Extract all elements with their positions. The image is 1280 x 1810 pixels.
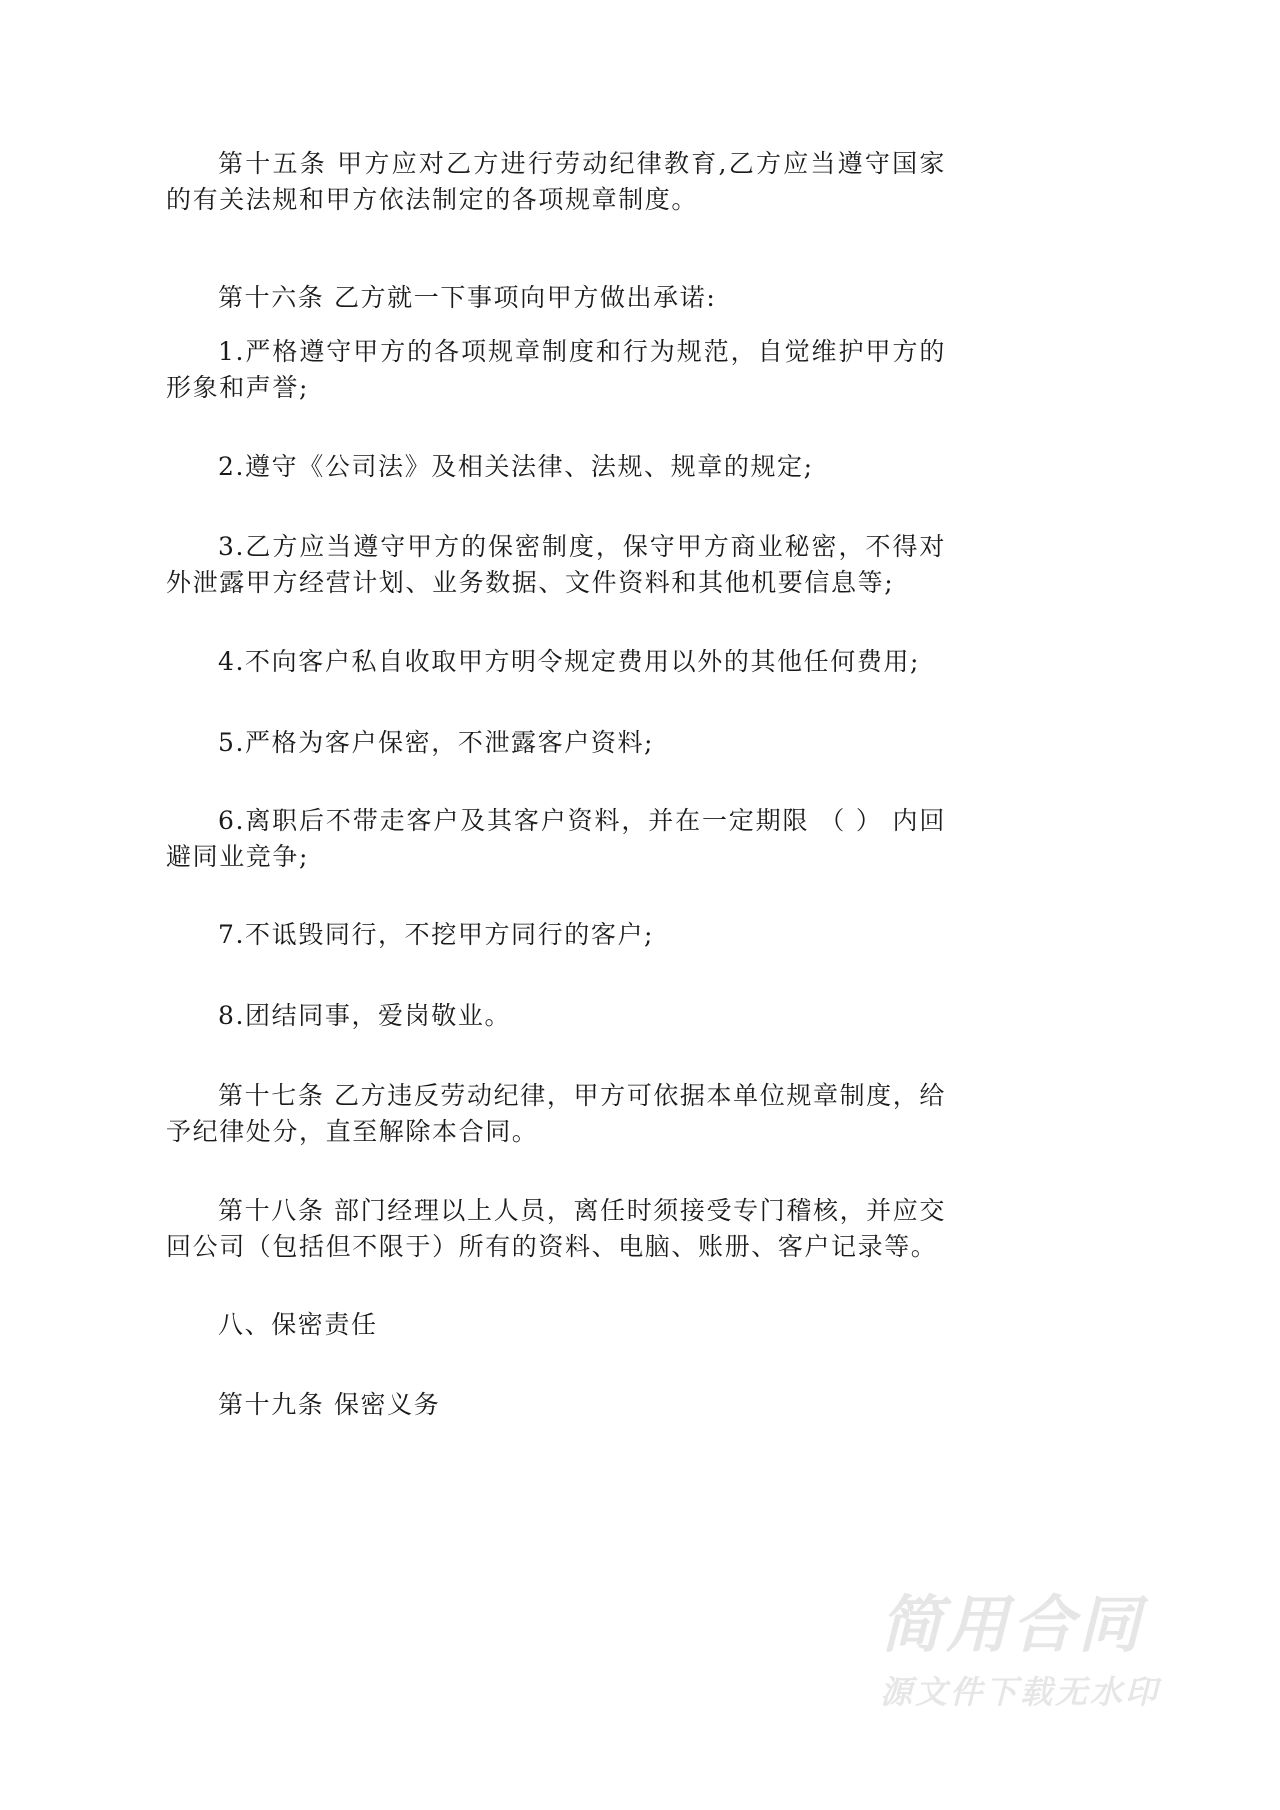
commitment-item-7: 7.不诋毁同行，不挖甲方同行的客户; <box>218 920 655 949</box>
article-17: 第十七条 乙方违反劳动纪律，甲方可依据本单位规章制度，给予纪律处分，直至解除本合同。 <box>166 1081 946 1146</box>
section-heading-confidentiality: 八、保密责任 <box>218 1310 378 1339</box>
article-19: 第十九条 保密义务 <box>218 1390 441 1419</box>
watermark-title: 简用合同 <box>880 1588 1145 1661</box>
article-15: 第十五条 甲方应对乙方进行劳动纪律教育,乙方应当遵守国家的有关法规和甲方依法制定的各项规章制度。 <box>166 149 946 214</box>
commitment-item-4: 4.不向客户私自收取甲方明令规定费用以外的其他任何费用; <box>218 647 921 676</box>
commitment-item-6: 6.离职后不带走客户及其客户资料，并在一定期限 （ ） 内回避同业竞争; <box>166 806 946 871</box>
commitment-item-3: 3.乙方应当遵守甲方的保密制度，保守甲方商业秘密，不得对外泄露甲方经营计划、业务数据、文件资料和其他机要信息等; <box>166 532 946 597</box>
commitment-item-2: 2.遵守《公司法》及相关法律、法规、规章的规定; <box>218 452 814 481</box>
commitment-item-5: 5.严格为客户保密，不泄露客户资料; <box>218 728 655 757</box>
commitment-item-1: 1.严格遵守甲方的各项规章制度和行为规范，自觉维护甲方的形象和声誉; <box>166 337 946 402</box>
watermark-subtitle: 源文件下载无水印 <box>880 1673 1161 1711</box>
article-18: 第十八条 部门经理以上人员，离任时须接受专门稽核，并应交回公司（包括但不限于）所有的资料、电脑、账册、客户记录等。 <box>166 1196 946 1261</box>
commitment-item-8: 8.团结同事，爱岗敬业。 <box>218 1001 512 1030</box>
article-16: 第十六条 乙方就一下事项向甲方做出承诺: <box>218 283 717 312</box>
watermark <box>880 1590 1200 1720</box>
